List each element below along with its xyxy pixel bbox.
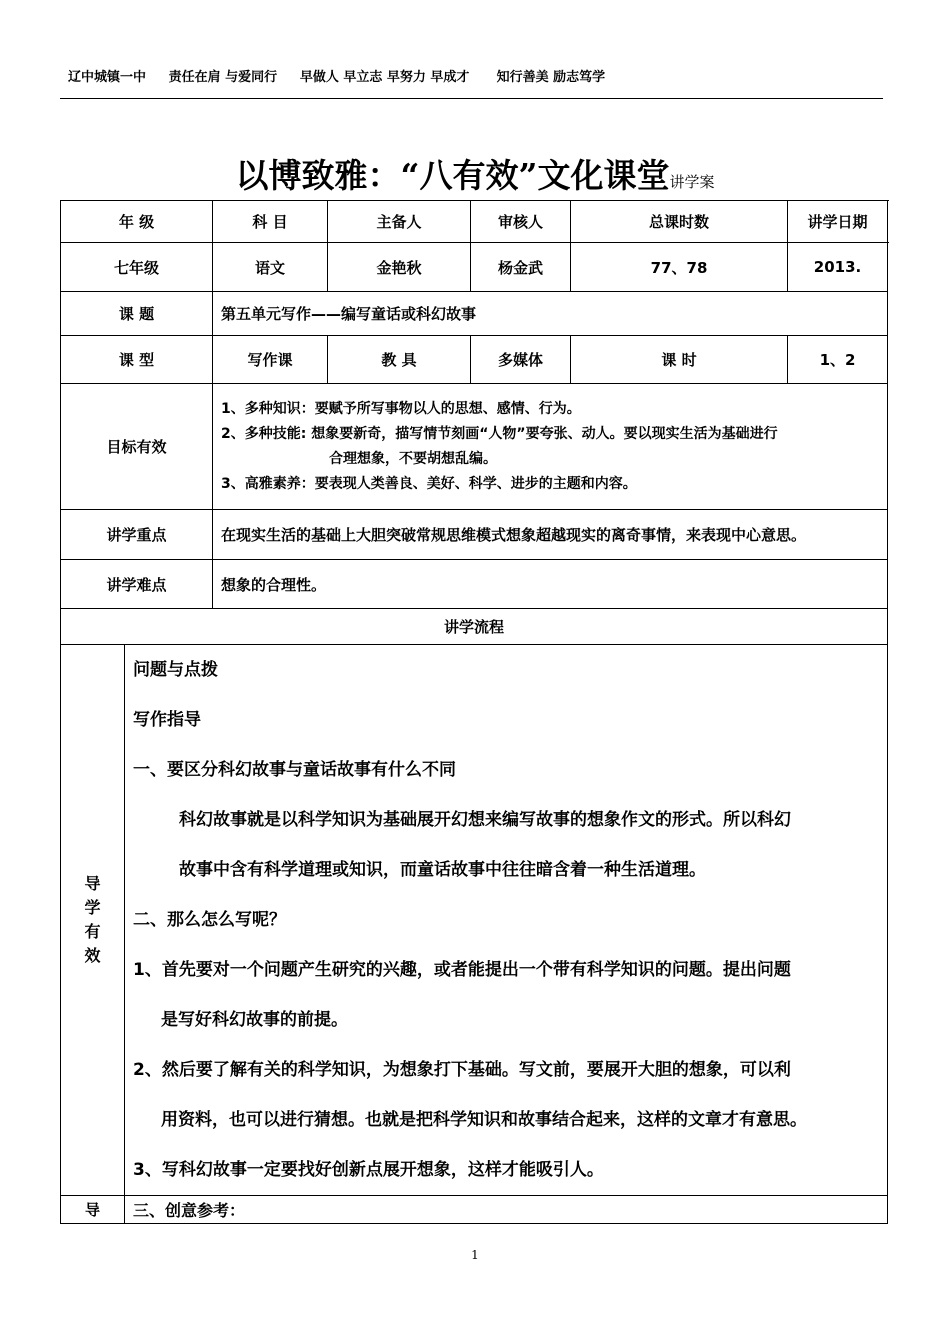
flow-next-row	[61, 1196, 888, 1224]
flow-line: 用资料，也可以进行猜想。也就是把科学知识和故事结合起来，这样的文章才有意思。	[161, 1110, 807, 1130]
header-school: 辽中城镇一中	[68, 70, 147, 85]
flow-next-side-label: 导	[61, 1196, 125, 1224]
date-value: 2013.	[788, 243, 888, 292]
difficulty-value: 想象的合理性。	[213, 560, 888, 609]
title-main: 以博致雅：“八有效”文化课堂	[235, 156, 670, 195]
key-point-row	[61, 510, 888, 560]
header-divider	[60, 98, 883, 99]
info-header-cell: 总课时数	[571, 201, 788, 243]
class-hours-label: 课 时	[571, 336, 788, 384]
flow-title-row	[61, 609, 888, 645]
flow-row	[61, 645, 888, 1196]
info-header-cell: 年 级	[61, 201, 213, 243]
info-header-cell: 科 目	[213, 201, 328, 243]
goals-label: 目标有效	[61, 384, 213, 510]
lesson-type-value: 写作课	[213, 336, 328, 384]
page-number: 1	[471, 1248, 479, 1262]
topic-row	[61, 292, 888, 336]
header-motto-2: 早做人 早立志 早努力 早成才	[299, 70, 470, 85]
lesson-type-row	[61, 336, 888, 384]
teaching-tools-value: 多媒体	[471, 336, 571, 384]
total-hours-value: 77、78	[571, 243, 788, 292]
flow-line: 一、要区分科幻故事与童话故事有什么不同	[133, 760, 456, 780]
goal-item: 2、多种技能: 想象要新奇，描写情节刻画“人物”要夸张、动人。要以现实生活为基础进行	[221, 425, 778, 442]
teaching-tools-label: 教 具	[328, 336, 471, 384]
goals-row	[61, 384, 888, 510]
flow-line: 是写好科幻故事的前提。	[161, 1010, 348, 1030]
flow-line: 2、然后要了解有关的科学知识，为想象打下基础。写文前，要展开大胆的想象，可以利	[133, 1060, 791, 1080]
flow-content	[125, 645, 888, 1196]
page-title	[0, 150, 950, 197]
info-header-cell: 主备人	[328, 201, 471, 243]
info-value-row	[61, 243, 888, 292]
flow-line: 问题与点拨	[133, 660, 218, 680]
class-hours-value: 1、2	[788, 336, 888, 384]
key-point-label: 讲学重点	[61, 510, 213, 560]
flow-line: 故事中含有科学道理或知识，而童话故事中往往暗含着一种生活道理。	[179, 860, 706, 880]
key-point-value: 在现实生活的基础上大胆突破常规思维模式想象超越现实的离奇事情，来表现中心意思。	[213, 510, 888, 560]
header-motto-1: 责任在肩 与爱同行	[168, 70, 278, 85]
lesson-type-label: 课 型	[61, 336, 213, 384]
goal-item-continuation: 合理想象，不要胡想乱编。	[329, 450, 498, 467]
info-header-cell: 审核人	[471, 201, 571, 243]
flow-line: 1、首先要对一个问题产生研究的兴趣，或者能提出一个带有科学知识的问题。提出问题	[133, 960, 791, 980]
difficulty-label: 讲学难点	[61, 560, 213, 609]
lesson-plan-table	[60, 200, 888, 1224]
title-suffix: 讲学案	[669, 173, 715, 191]
grade-value: 七年级	[61, 243, 213, 292]
reviewer-value: 杨金武	[471, 243, 571, 292]
flow-next-line: 三、创意参考：	[125, 1196, 888, 1224]
flow-side-label: 导 学 有 效	[61, 645, 125, 1196]
goal-item: 3、高雅素养：要表现人类善良、美好、科学、进步的主题和内容。	[221, 475, 637, 492]
difficulty-row	[61, 560, 888, 609]
header-bar	[68, 66, 605, 85]
flow-line: 3、写科幻故事一定要找好创新点展开想象，这样才能吸引人。	[133, 1160, 604, 1180]
info-header-row	[61, 201, 888, 243]
goal-item: 1、多种知识：要赋予所写事物以人的思想、感情、行为。	[221, 400, 581, 417]
flow-line: 写作指导	[133, 710, 201, 730]
flow-line: 科幻故事就是以科学知识为基础展开幻想来编写故事的想象作文的形式。所以科幻	[179, 810, 791, 830]
flow-title: 讲学流程	[61, 609, 888, 645]
preparer-value: 金艳秋	[328, 243, 471, 292]
flow-line: 二、那么怎么写呢？	[133, 910, 286, 930]
topic-label: 课 题	[61, 292, 213, 336]
header-motto-3: 知行善美 励志笃学	[496, 70, 606, 85]
subject-value: 语文	[213, 243, 328, 292]
topic-value: 第五单元写作——编写童话或科幻故事	[213, 292, 888, 336]
goals-content	[213, 384, 888, 510]
info-header-cell: 讲学日期	[788, 201, 888, 243]
